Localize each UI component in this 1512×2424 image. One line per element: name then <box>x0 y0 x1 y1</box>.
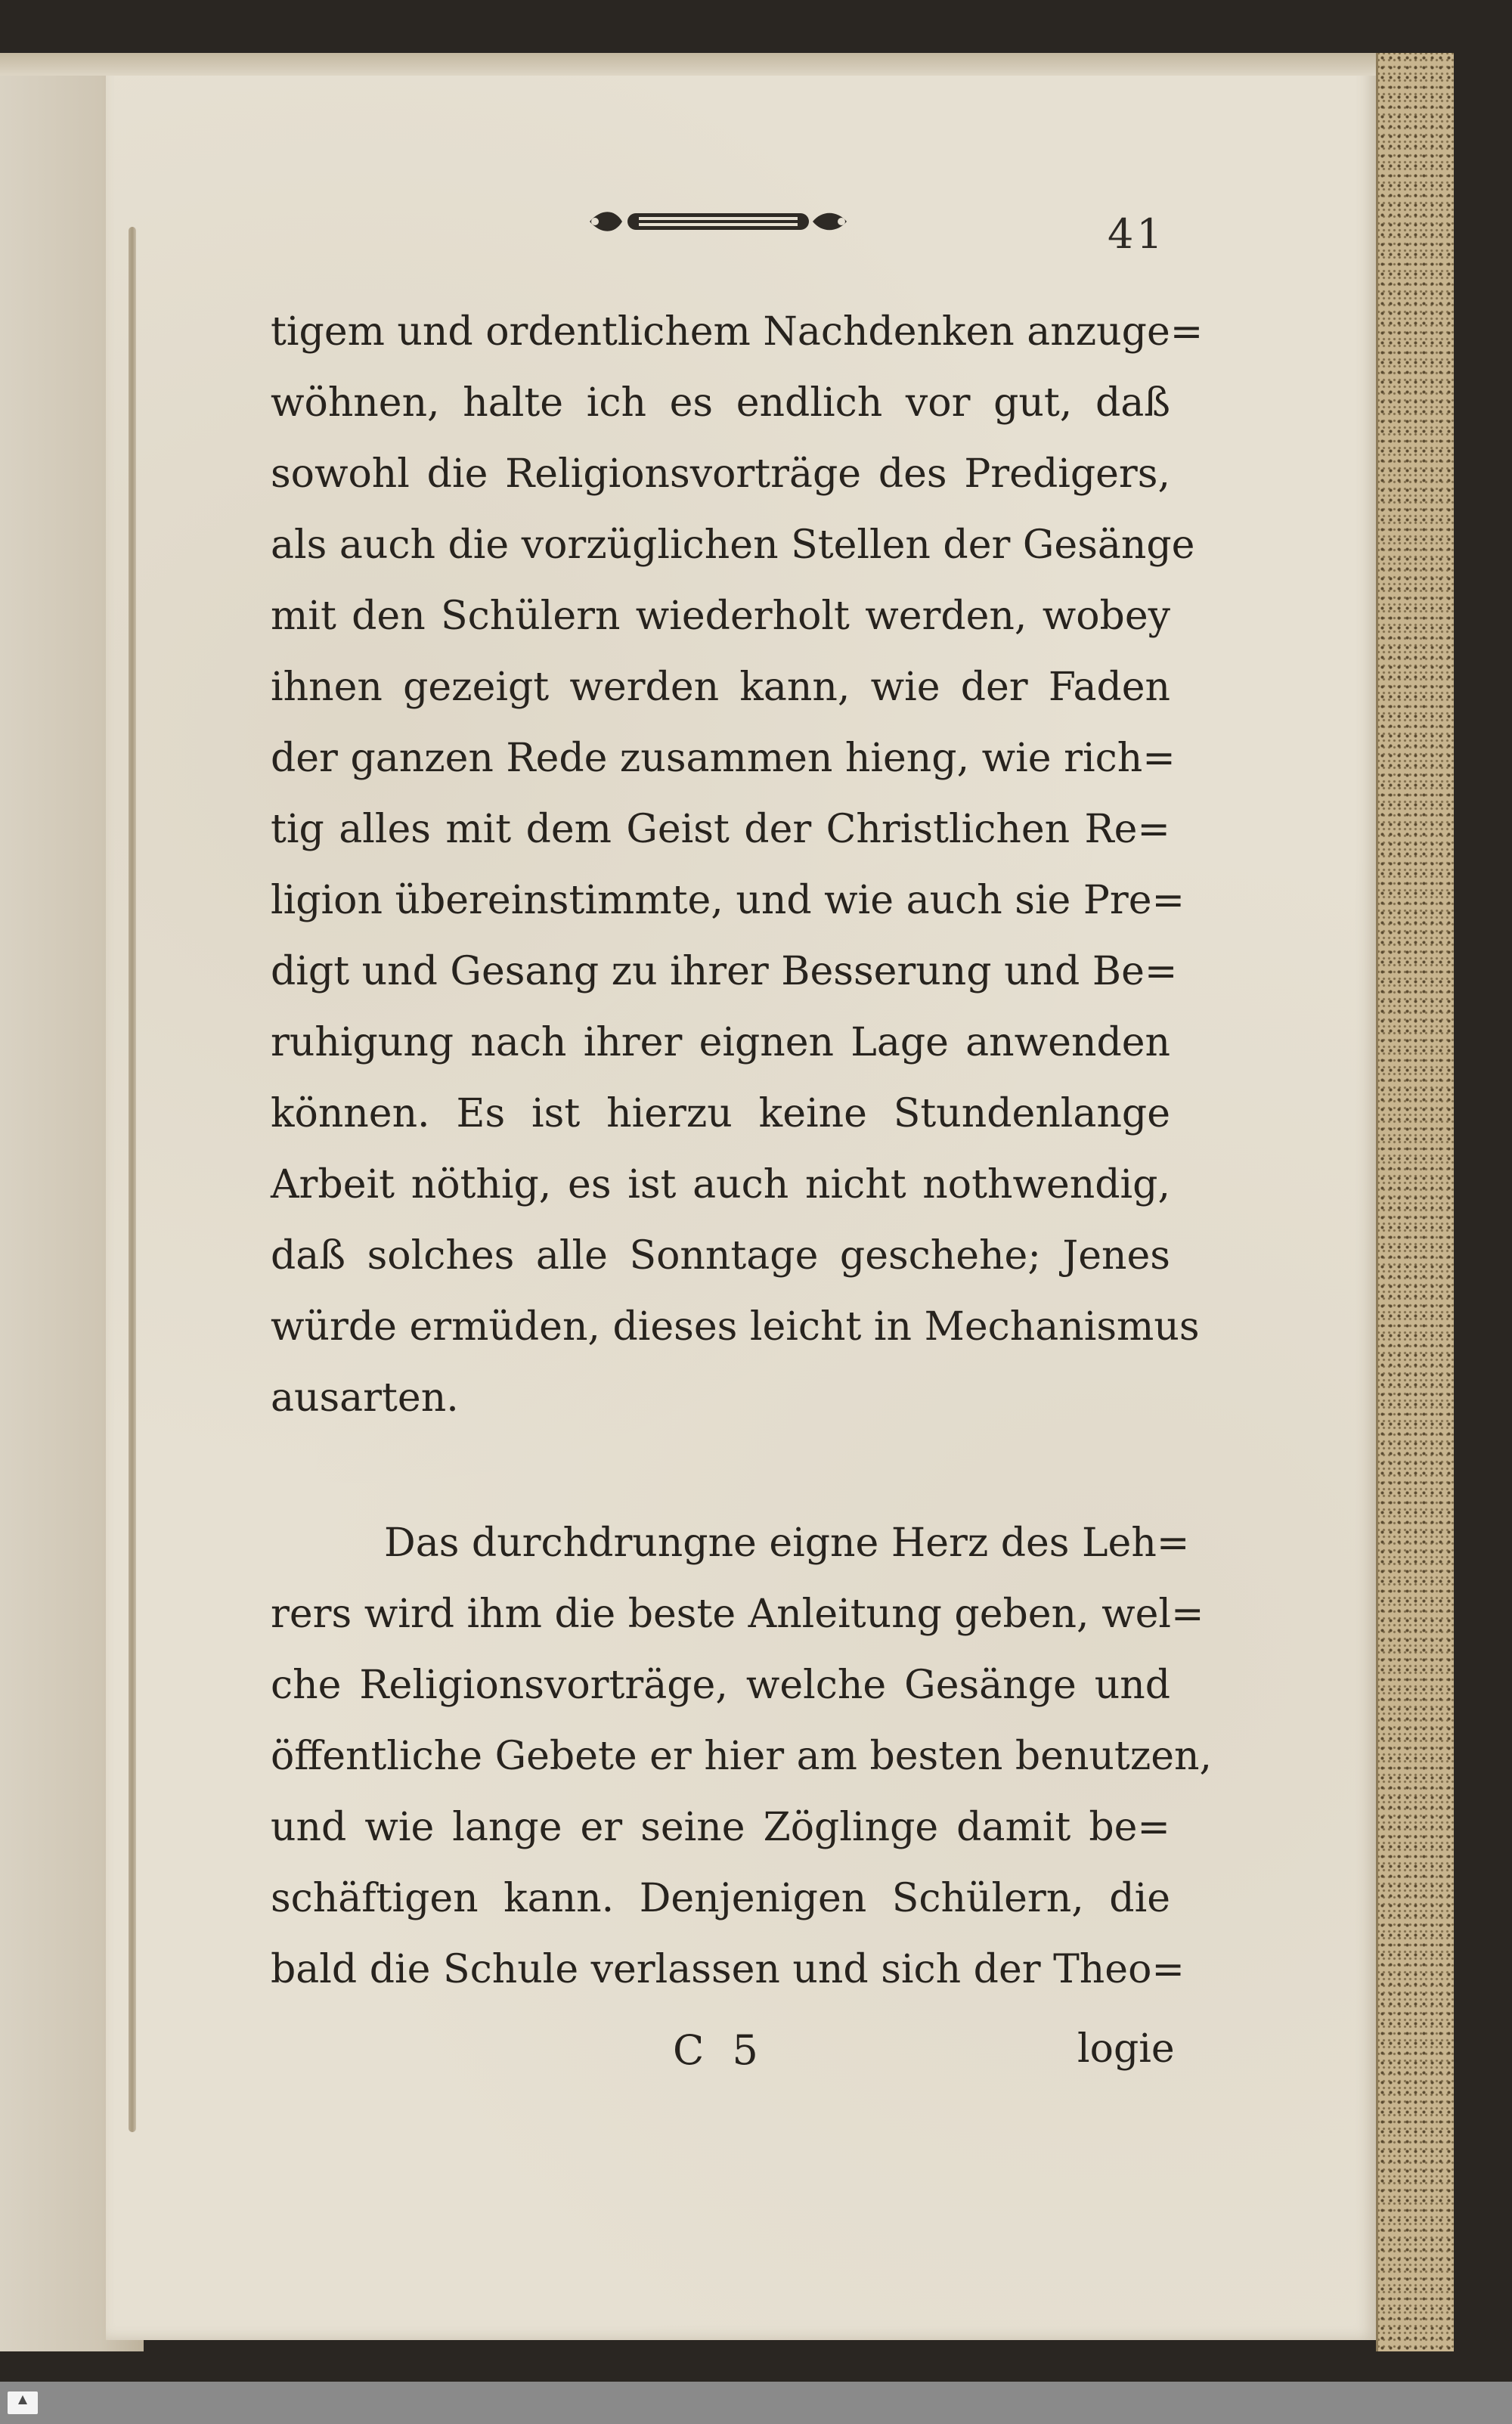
header-ornament <box>586 203 854 240</box>
text-line: rers wird ihm die beste Anleitung geben, wel= <box>271 1592 1204 1637</box>
text-line: sowohl die Religionsvorträge des Predigers, <box>271 451 1170 497</box>
text-line: mit den Schülern wiederholt werden, wobey <box>271 594 1170 639</box>
text-line: bald die Schule verlassen und sich der Theo= <box>271 1947 1185 1992</box>
marbled-board-edge <box>1376 53 1454 2351</box>
page-number: 41 <box>1108 210 1166 258</box>
text-line: Das durchdrungne eigne Herz des Leh= <box>384 1520 1190 1566</box>
paragraph-1 <box>271 296 1204 1434</box>
viewer-bottom-bar <box>0 2382 1512 2424</box>
page-top-edge <box>0 53 1452 76</box>
text-line: tigem und ordentlichem Nachdenken anzuge= <box>271 309 1204 355</box>
binding-gutter <box>129 227 136 2132</box>
text-line: che Religionsvorträge, welche Gesänge und <box>271 1663 1170 1708</box>
body-text <box>271 296 1213 2005</box>
text-line: ihnen gezeigt werden kann, wie der Faden <box>271 665 1170 710</box>
text-line: als auch die vorzüglichen Stellen der Gesänge <box>271 522 1195 568</box>
text-line: wöhnen, halte ich es endlich vor gut, daß <box>271 380 1170 426</box>
text-line: können. Es ist hierzu keine Stundenlange <box>271 1091 1170 1136</box>
text-line: würde ermüden, dieses leicht in Mechanismus <box>271 1304 1200 1350</box>
text-line: tig alles mit dem Geist der Christlichen Re= <box>271 807 1170 852</box>
printer-signature-mark: C 5 <box>673 2026 766 2074</box>
paragraph-2 <box>271 1508 1213 2005</box>
text-line: öffentliche Gebete er hier am besten benutzen, <box>271 1734 1213 1779</box>
text-line: der ganzen Rede zusammen hieng, wie rich= <box>271 736 1176 781</box>
text-line: ausarten. <box>271 1375 459 1421</box>
text-line: digt und Gesang zu ihrer Besserung und Be= <box>271 949 1178 994</box>
text-line: daß solches alle Sonntage geschehe; Jenes <box>271 1233 1170 1279</box>
text-line: Arbeit nöthig, es ist auch nicht nothwendig, <box>271 1162 1170 1207</box>
text-line: und wie lange er seine Zöglinge damit be= <box>271 1805 1170 1850</box>
library-logo-icon <box>8 2391 38 2414</box>
text-line: schäftigen kann. Denjenigen Schülern, die <box>271 1876 1170 1921</box>
text-line: ruhigung nach ihrer eignen Lage anwenden <box>271 1020 1170 1065</box>
catchword: logie <box>1077 2026 1175 2072</box>
text-line: ligion übereinstimmte, und wie auch sie Pre= <box>271 878 1185 923</box>
